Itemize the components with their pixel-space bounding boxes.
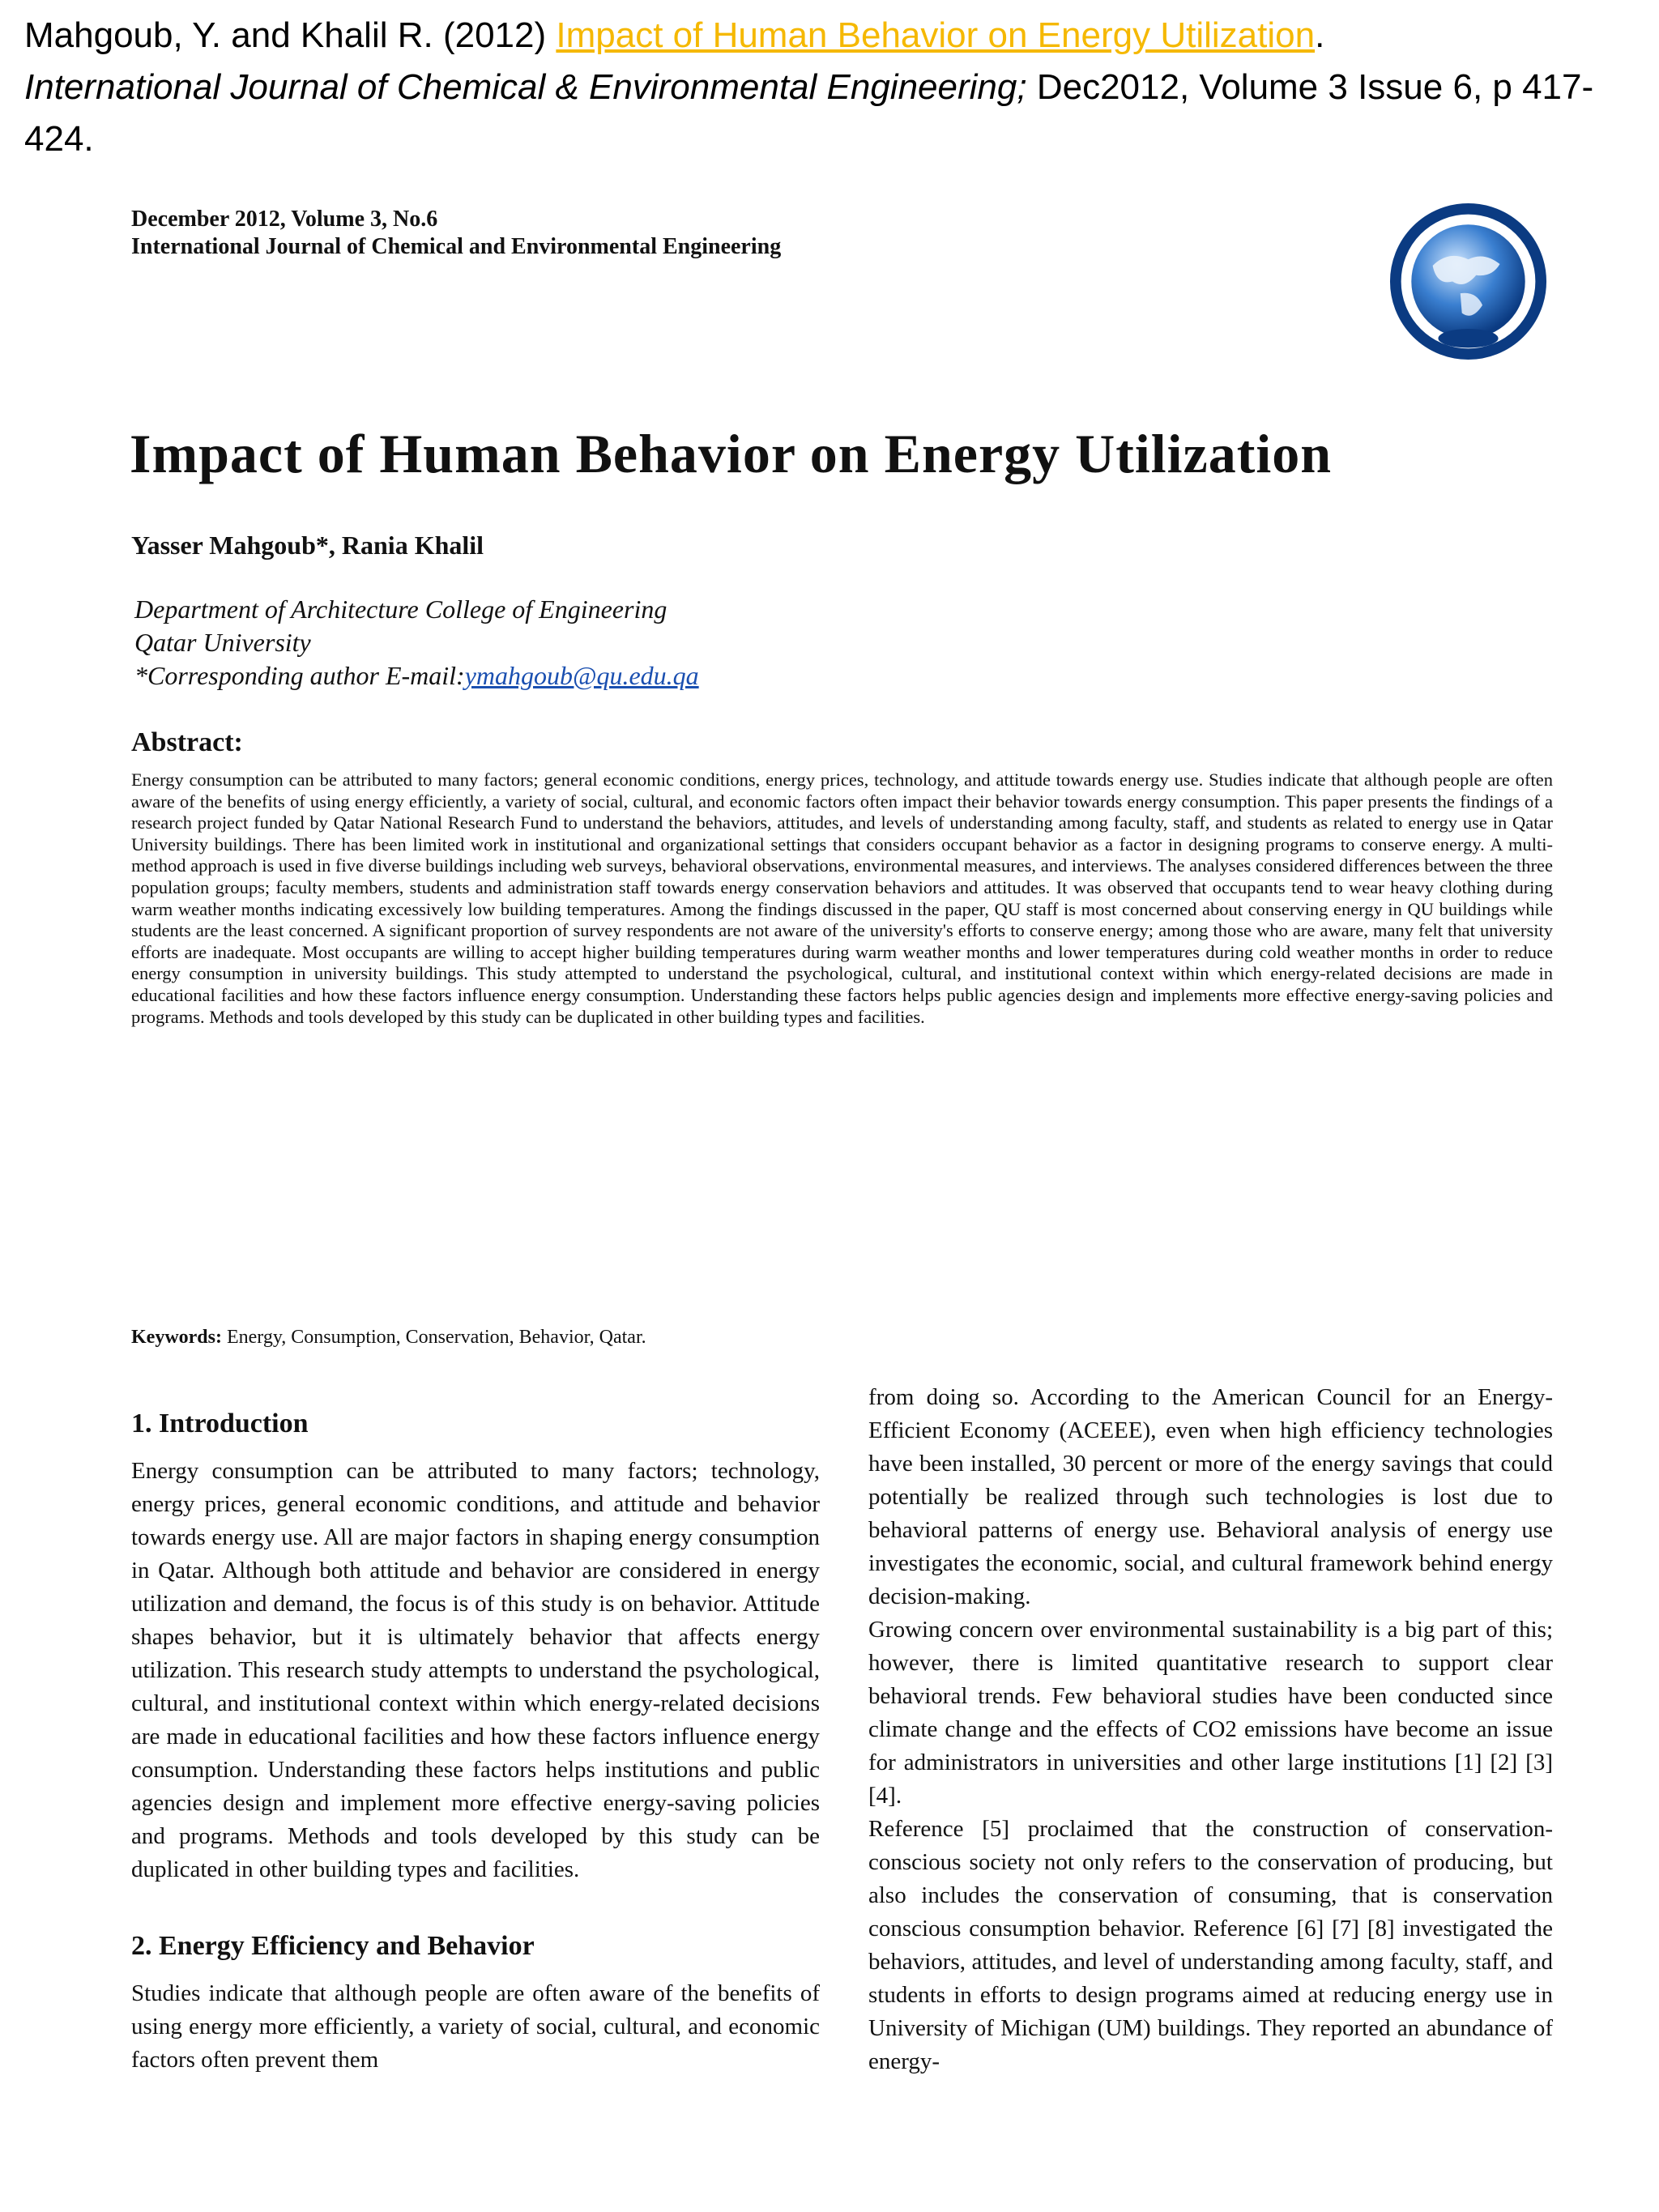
right-column [868, 1381, 1553, 2078]
affiliation [134, 593, 699, 693]
right-paragraph-aceee: from doing so. According to the American Council for an Energy-Efficient Economy (ACEEE), even when high efficiency technologies have been installed, 30 percent or more of the energy savings that could potentially be realized through such technologies is lost due to behavioral patterns of energy use. Behavioral analysis of energy use investigates the economic, social, and cultural framework behind energy decision-making. [868, 1384, 1553, 1609]
citation [24, 10, 1636, 165]
corresponding-author [134, 659, 699, 693]
left-column [131, 1393, 820, 2077]
citation-authors: Mahgoub, Y. and Khalil R. (2012) [24, 15, 557, 55]
right-paragraph-sustainability: Growing concern over environmental sustainability is a big part of this; however, there is limited quantitative research to support clear behavioral trends. Few behavioral studies have been conducted since climate change and the effects of CO2 emissions have become an issue for administrators in universities and other large institutions [1] [2] [3] [4]. [868, 1617, 1553, 1809]
paper-page [130, 202, 1555, 2203]
citation-period: . [1315, 15, 1325, 55]
introduction-paragraph: Energy consumption can be attributed to many factors; technology, energy prices, general economic conditions, and attitude and behavior towards energy use. All are major factors in shaping energy consumption in Qatar. Although both attitude and behavior are considered in energy utilization and demand, the focus is of this study is on behavior. Attitude shapes behavior, but it is ultimately behavior that affects energy utilization. This research study attempts to understand the psychological, cultural, and institutional context within which energy-related decisions are made in educational facilities and how these factors influence energy consumption. Understanding these factors helps institutions and public agencies design and implement more effective energy-saving policies and programs. Methods and tools developed by this study can be duplicated in other building types and facilities. [131, 1458, 820, 1882]
citation-details: Dec2012, Volume 3 Issue 6, p 417-424. [24, 67, 1594, 159]
citation-journal: International Journal of Chemical & Environmental Engineering; [24, 67, 1027, 107]
section-heading-energy-efficiency: 2. Energy Efficiency and Behavior [131, 1931, 535, 1961]
keywords [131, 1327, 1553, 1349]
keywords-list: Energy, Consumption, Conservation, Behavior, Qatar. [221, 1327, 646, 1348]
corresponding-label: *Corresponding author E-mail: [134, 661, 465, 690]
section-heading-introduction: 1. Introduction [131, 1409, 309, 1438]
issue-line: December 2012, Volume 3, No.6 [131, 207, 438, 232]
right-paragraph-references: Reference [5] proclaimed that the construction of conservation-conscious society not only refers to the conservation of producing, but also includes the conservation of consuming, that is conservation conscious consumption behavior. Reference [6] [7] [8] investigated the behaviors, attitudes, and level of understanding among faculty, staff, and students in efforts to design programs aimed at reducing energy use in University of Michigan (UM) buildings. They reported an abundance of energy- [868, 1816, 1553, 2074]
journal-header [131, 206, 781, 261]
keywords-label: Keywords: [131, 1327, 222, 1348]
author-email-link[interactable]: ymahgoub@qu.edu.qa [464, 661, 699, 690]
affiliation-department: Department of Architecture College of Engineering [134, 595, 667, 624]
citation-title-link[interactable]: Impact of Human Behavior on Energy Utilization [556, 15, 1316, 55]
paper-title: Impact of Human Behavior on Energy Utilization [130, 423, 1333, 484]
journal-name: International Journal of Chemical and Environmental Engineering [131, 234, 782, 259]
journal-globe-logo [1389, 202, 1547, 360]
paper-authors: Yasser Mahgoub*, Rania Khalil [131, 531, 484, 560]
abstract-heading: Abstract: [131, 727, 243, 757]
energy-efficiency-paragraph: Studies indicate that although people are often aware of the benefits of using energy more efficiently, a variety of social, cultural, and economic factors often prevent them [131, 1980, 820, 2073]
abstract-text: Energy consumption can be attributed to many factors; general economic conditions, energy prices, technology, and attitude towards energy use. Studies indicate that although people are often aware of the benefits of using energy efficiently, a variety of social, cultural, and economic factors often impact their behavior towards energy consumption. This paper presents the findings of a research project funded by Qatar National Research Fund to understand the behaviors, attitudes, and levels of understanding among faculty, staff, and students as related to energy use in Qatar University buildings. There has been limited work in institutional and organizational settings that considers occupant behavior as a factor in designing programs to conserve energy. A multi-method approach is used in five diverse buildings including web surveys, behavioral observations, environmental measures, and interviews. The analyses considered differences between the three population groups; faculty members, students and administration staff towards energy conservation behaviors and attitudes. It was observed that occupants tend to wear heavy clothing during warm weather months indicating excessively low building temperatures. Among the findings discussed in the paper, QU staff is most concerned about conserving energy in QU buildings while students are the least concerned. A significant proportion of survey respondents are not aware of the university's efforts to conserve energy; among those who are aware, many felt that university efforts are inadequate. Most occupants are willing to accept higher building temperatures during warm weather months and lower temperatures during cold weather months in order to reduce energy consumption in university buildings. This study attempted to understand the psychological, cultural, and institutional context within which energy-related decisions are made in educational facilities and how these factors influence energy consumption. Understanding these factors helps public agencies design and implements more effective energy-saving policies and programs. Methods and tools developed by this study can be duplicated in other building types and facilities. [131, 769, 1553, 1027]
affiliation-university: Qatar University [134, 628, 311, 657]
